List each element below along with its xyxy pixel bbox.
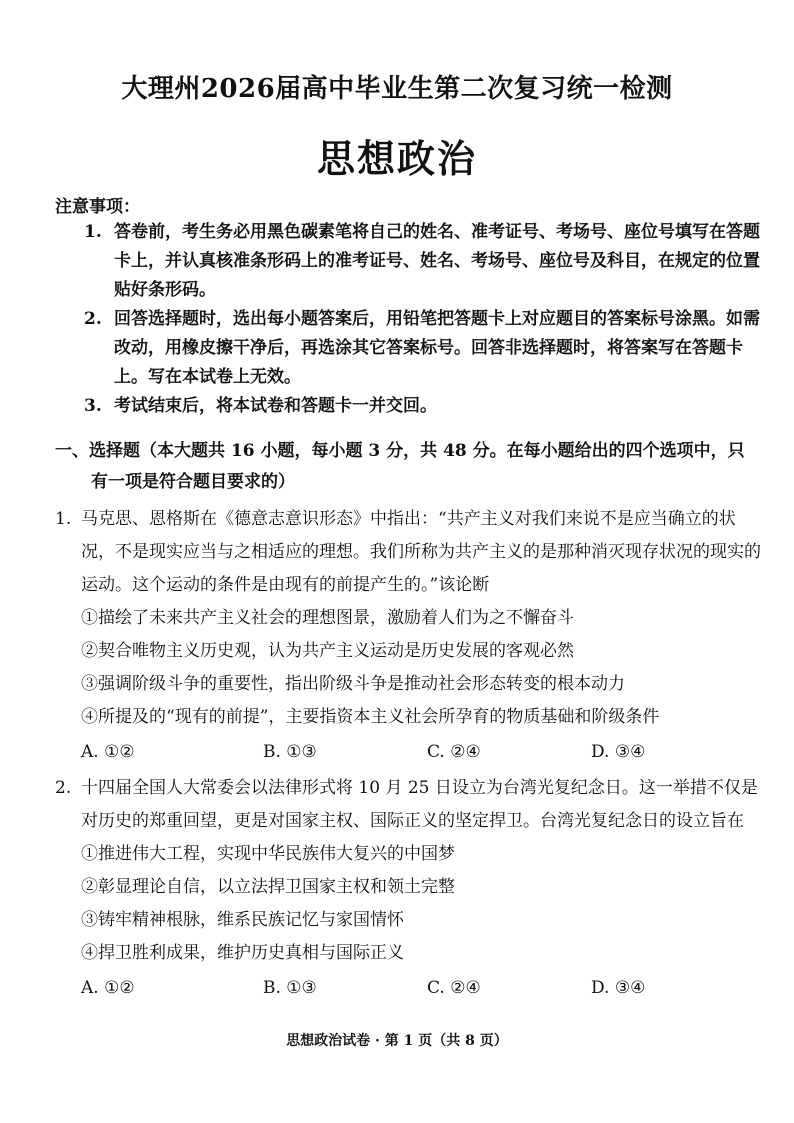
choice-b: B. ①③ (263, 742, 317, 762)
notice-heading: 注意事项： (55, 197, 140, 217)
choice-a: A. ①② (81, 978, 135, 998)
notice-item-number: 2. (84, 309, 102, 329)
notice-item-text: 回答选择题时，选出每小题答案后，用铅笔把答题卡上对应题目的答案标号涂黑。如需改动，用橡皮擦干净后，再选涂其它答案标号。回答非选择题时，将答案写在答题卡上。写在本试卷上无效。 (114, 309, 760, 387)
choice-c: C. ②④ (427, 742, 481, 762)
statement-option: ③铸牢精神根脉，维系民族记忆与家国情怀 (81, 910, 404, 930)
statement-option: ④所提及的“现有的前提”，主要指资本主义社会所孕育的物质基础和阶级条件 (81, 707, 660, 727)
section-heading (55, 436, 765, 498)
question-2 (55, 772, 765, 1006)
statement-option: ②彰显理论自信，以立法捍卫国家主权和领土完整 (81, 877, 455, 897)
question-stem (55, 772, 765, 838)
notice-item (84, 305, 764, 392)
question-text: 马克思、恩格斯在《德意志意识形态》中指出：“共产主义对我们来说不是应当确立的状况，不是现实应当与之相适应的理想。我们所称为共产主义的是那种消灭现存状况的现实的运动。这个运动的条件是由现有的前提产生的。”该论断 (81, 509, 761, 595)
question-number: 1. (55, 509, 72, 529)
answer-choices (55, 970, 765, 1006)
subject-title: 思想政治 (316, 136, 477, 181)
notice-item-text: 考试结束后，将本试卷和答题卡一并交回。 (114, 396, 437, 416)
notice-item (84, 392, 764, 421)
statement-option: ③强调阶级斗争的重要性，指出阶级斗争是推动社会形态转变的根本动力 (81, 674, 625, 694)
question-stem (55, 503, 765, 602)
question-number: 2. (55, 778, 72, 798)
statement-option: ①推进伟大工程，实现中华民族伟大复兴的中国梦 (81, 844, 455, 864)
statement-option: ②契合唯物主义历史观，认为共产主义运动是历史发展的客观必然 (81, 641, 574, 661)
choice-b: B. ①③ (263, 978, 317, 998)
choice-d: D. ③④ (591, 742, 646, 762)
notice-item-text: 答卷前，考生务必用黑色碳素笔将自己的姓名、准考证号、考场号、座位号填写在答题卡上，并认真核准条形码上的准考证号、姓名、考场号、座位号及科目，在规定的位置贴好条形码。 (114, 222, 760, 300)
notice-item-number: 3. (84, 396, 102, 416)
exam-title: 大理州2026届高中毕业生第二次复习统一检测 (121, 74, 673, 104)
section-heading-line2: 有一项是符合题目要求的） (91, 472, 295, 492)
statement-option: ④捍卫胜利成果，维护历史真相与国际正义 (81, 943, 404, 963)
notice-item-number: 1. (84, 222, 102, 242)
page-footer: 思想政治试卷 · 第 1 页（共 8 页） (286, 1033, 508, 1049)
choice-c: C. ②④ (427, 978, 481, 998)
question-text: 十四届全国人大常委会以法律形式将 10 月 25 日设立为台湾光复纪念日。这一举措不仅是对历史的郑重回望，更是对国家主权、国际正义的坚定捍卫。台湾光复纪念日的设立旨在 (81, 778, 758, 831)
notice-item (84, 218, 764, 305)
statement-option: ①描绘了未来共产主义社会的理想图景，激励着人们为之不懈奋斗 (81, 608, 574, 628)
choice-d: D. ③④ (591, 978, 646, 998)
notice-list (84, 218, 764, 421)
answer-choices (55, 734, 765, 770)
question-1 (55, 503, 765, 770)
choice-a: A. ①② (81, 742, 135, 762)
section-heading-line1: 一、选择题（本大题共 16 小题，每小题 3 分，共 48 分。在每小题给出的四个选项中，只 (55, 441, 745, 461)
